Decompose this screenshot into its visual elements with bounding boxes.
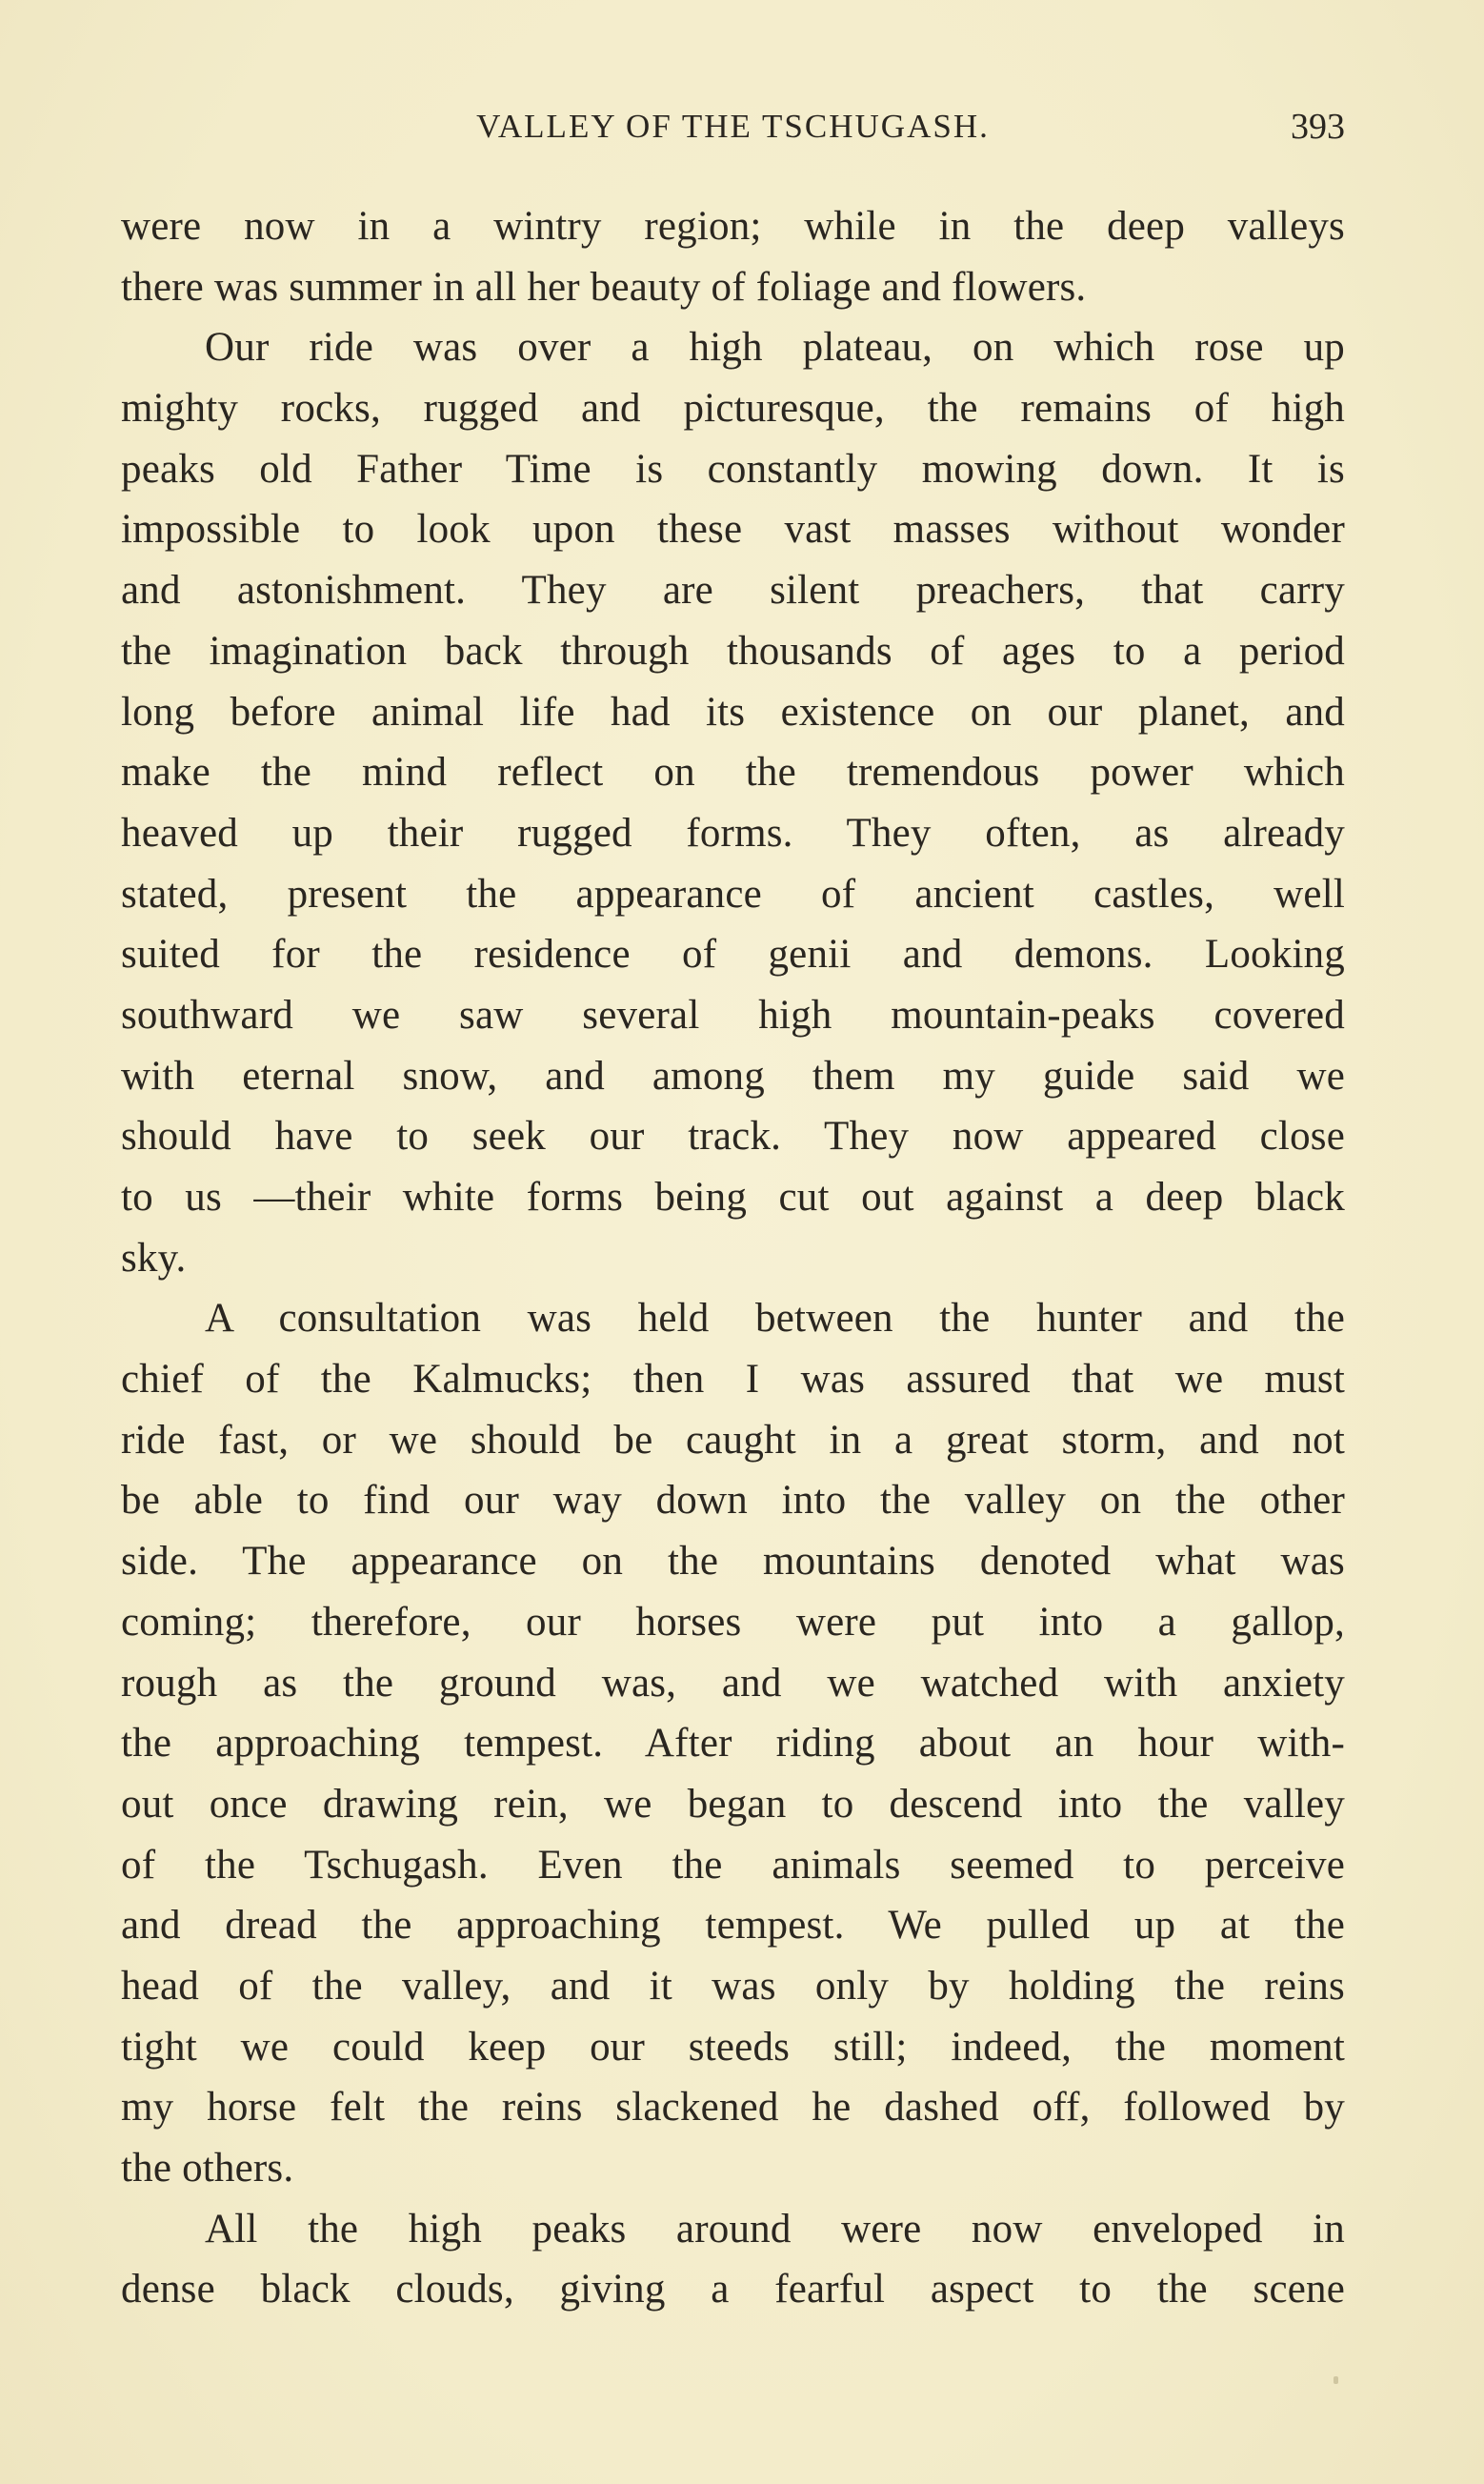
text-body <box>121 196 1345 2320</box>
text-line: tight we could keep our steeds still; indeed, the moment <box>121 2024 1345 2070</box>
page-number: 393 <box>1291 107 1345 147</box>
text-line: rough as the ground was, and we watched with anxiety <box>121 1660 1345 1706</box>
text-line: All the high peaks around were now enveloped in <box>205 2206 1345 2252</box>
running-title: VALLEY OF THE TSCHUGASH. <box>476 108 990 145</box>
text-line: should have to seek our track. They now appeared close <box>121 1114 1345 1160</box>
text-line: Our ride was over a high plateau, on which rose up <box>205 325 1345 371</box>
text-line: to us —their white forms being cut out against a deep black <box>121 1175 1345 1220</box>
text-line: out once drawing rein, we began to descend into the valley <box>121 1781 1345 1827</box>
running-head <box>121 103 1345 151</box>
text-line: the approaching tempest. After riding about an hour with- <box>121 1721 1345 1767</box>
text-line: chief of the Kalmucks; then I was assured that we must <box>121 1357 1345 1403</box>
text-line: with eternal snow, and among them my guide said we <box>121 1053 1345 1099</box>
text-line: there was summer in all her beauty of foliage and flowers. <box>121 264 1087 310</box>
text-line: be able to find our way down into the valley on the other <box>121 1478 1345 1524</box>
text-line: sky. <box>121 1235 187 1281</box>
text-line: of the Tschugash. Even the animals seemed to perceive <box>121 1842 1345 1888</box>
text-line: stated, present the appearance of ancient castles, well <box>121 871 1345 917</box>
text-line: the others. <box>121 2146 294 2191</box>
text-line: dense black clouds, giving a fearful aspect to the scene <box>121 2267 1345 2312</box>
text-line: my horse felt the reins slackened he dashed off, followed by <box>121 2085 1345 2131</box>
text-line: and dread the approaching tempest. We pulled up at the <box>121 1903 1345 1949</box>
text-line: mighty rocks, rugged and picturesque, the remains of high <box>121 386 1345 432</box>
text-line: A consultation was held between the hunter and the <box>205 1296 1345 1342</box>
text-line: the imagination back through thousands of ages to a period <box>121 628 1345 674</box>
text-line: impossible to look upon these vast masses without wonder <box>121 507 1345 553</box>
text-line: ride fast, or we should be caught in a great storm, and not <box>121 1417 1345 1463</box>
ink-speck <box>1334 2376 1338 2384</box>
text-line: heaved up their rugged forms. They often, as already <box>121 810 1345 856</box>
text-line: head of the valley, and it was only by holding the reins <box>121 1963 1345 2009</box>
text-line: and astonishment. They are silent preachers, that carry <box>121 568 1345 614</box>
text-line: southward we saw several high mountain-peaks covered <box>121 992 1345 1038</box>
text-line: coming; therefore, our horses were put into a gallop, <box>121 1599 1345 1645</box>
text-line: make the mind reflect on the tremendous power which <box>121 750 1345 796</box>
text-line: peaks old Father Time is constantly mowing down. It is <box>121 446 1345 492</box>
text-line: were now in a wintry region; while in the deep valleys <box>121 204 1345 249</box>
text-line: suited for the residence of genii and demons. Looking <box>121 932 1345 978</box>
text-line: side. The appearance on the mountains denoted what was <box>121 1539 1345 1585</box>
text-line: long before animal life had its existence on our planet, and <box>121 689 1345 735</box>
